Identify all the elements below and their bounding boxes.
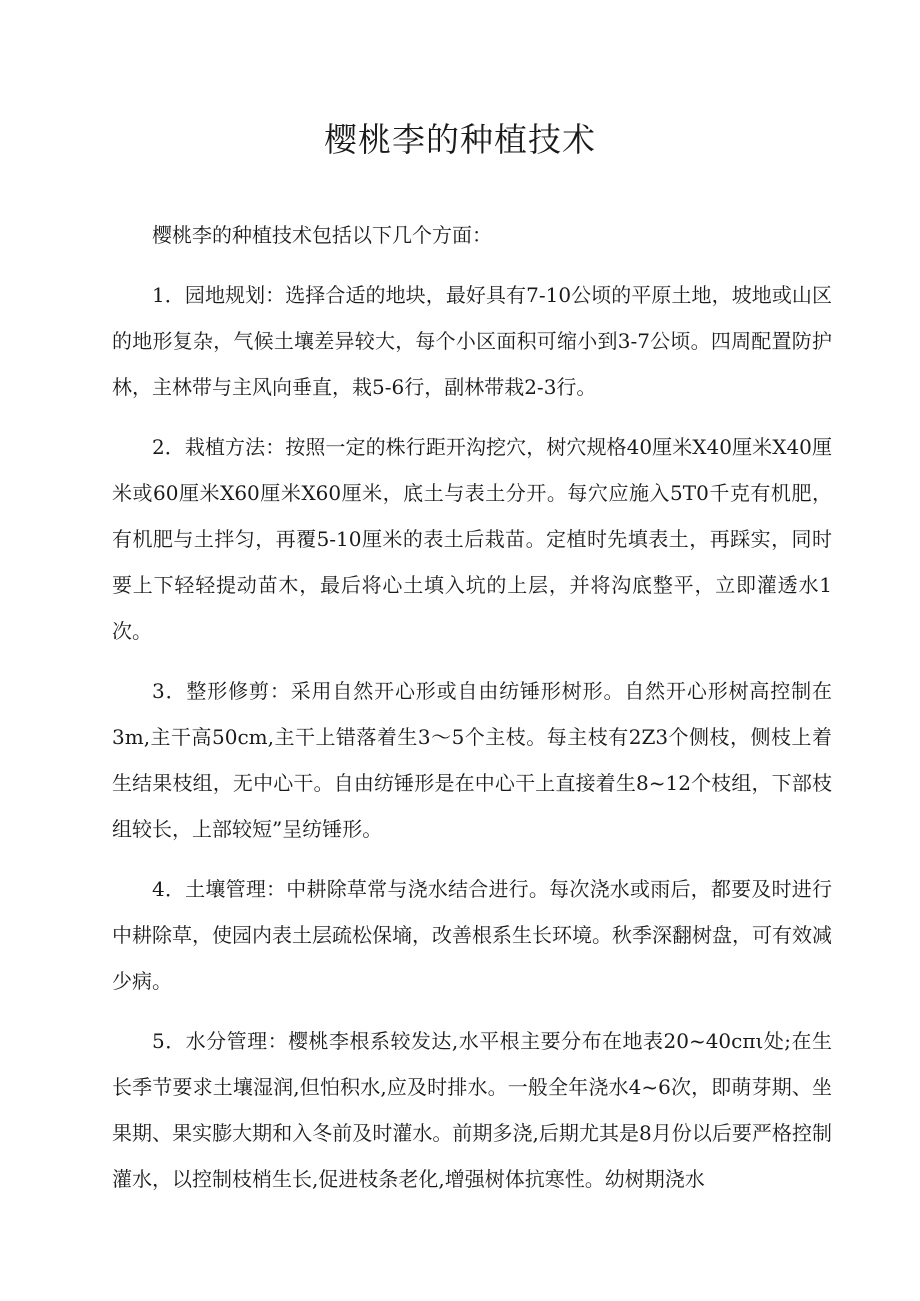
paragraph-water-management: 5．水分管理：樱桃李根系较发达,水平根主要分布在地表20~40cπι处;在生长季节要求土壤湿润,但怕积水,应及时排水。一般全年浇水4~6次，即萌芽期、坐果期、果实膨大期和入冬前及时灌水。前期多浇,后期尤其是8月份以后要严格控制灌水，以控制枝梢生长,促进枝条老化,增强树体抗寒性。幼树期浇水	[112, 1029, 832, 1191]
document-title: 樱桃李的种植技术	[324, 120, 596, 159]
paragraph-intro: 樱桃李的种植技术包括以下几个方面：	[152, 223, 492, 247]
document-body	[112, 212, 832, 1202]
paragraph-orchard-planning: 1．园地规划：选择合适的地块，最好具有7-10公顷的平原土地，坡地或山区的地形复杂，气候土壤差异较大，每个小区面积可缩小到3-7公顷。四周配置防护林，主林带与主风向垂直，栽5-6行，副林带栽2-3行。	[112, 283, 832, 399]
paragraph-soil-management: 4．土壤管理：中耕除草常与浇水结合进行。每次浇水或雨后，都要及时进行中耕除草，使园内表土层疏松保墒，改善根系生长环境。秋季深翻树盘，可有效减少病。	[112, 877, 832, 993]
paragraph-planting-method: 2．栽植方法：按照一定的株行距开沟挖穴，树穴规格40厘米X40厘米X40厘米或60厘米X60厘米X60厘米，底土与表土分开。每穴应施入5T0千克有机肥，有机肥与土拌匀，再覆5-10厘米的表土后栽苗。定植时先填表土，再踩实，同时要上下轻轻提动苗木，最后将心土填入坑的上层，并将沟底整平，立即灌透水1次。	[112, 435, 832, 643]
paragraph-pruning: 3．整形修剪：采用自然开心形或自由纺锤形树形。自然开心形树高控制在3m,主干高50cm,主干上错落着生3〜5个主枝。每主枝有2Z3个侧枝，侧枝上着生结果枝组，无中心干。自由纺锤形是在中心干上直接着生8~12个枝组，下部枝组较长，上部较短”呈纺锤形。	[112, 679, 832, 841]
